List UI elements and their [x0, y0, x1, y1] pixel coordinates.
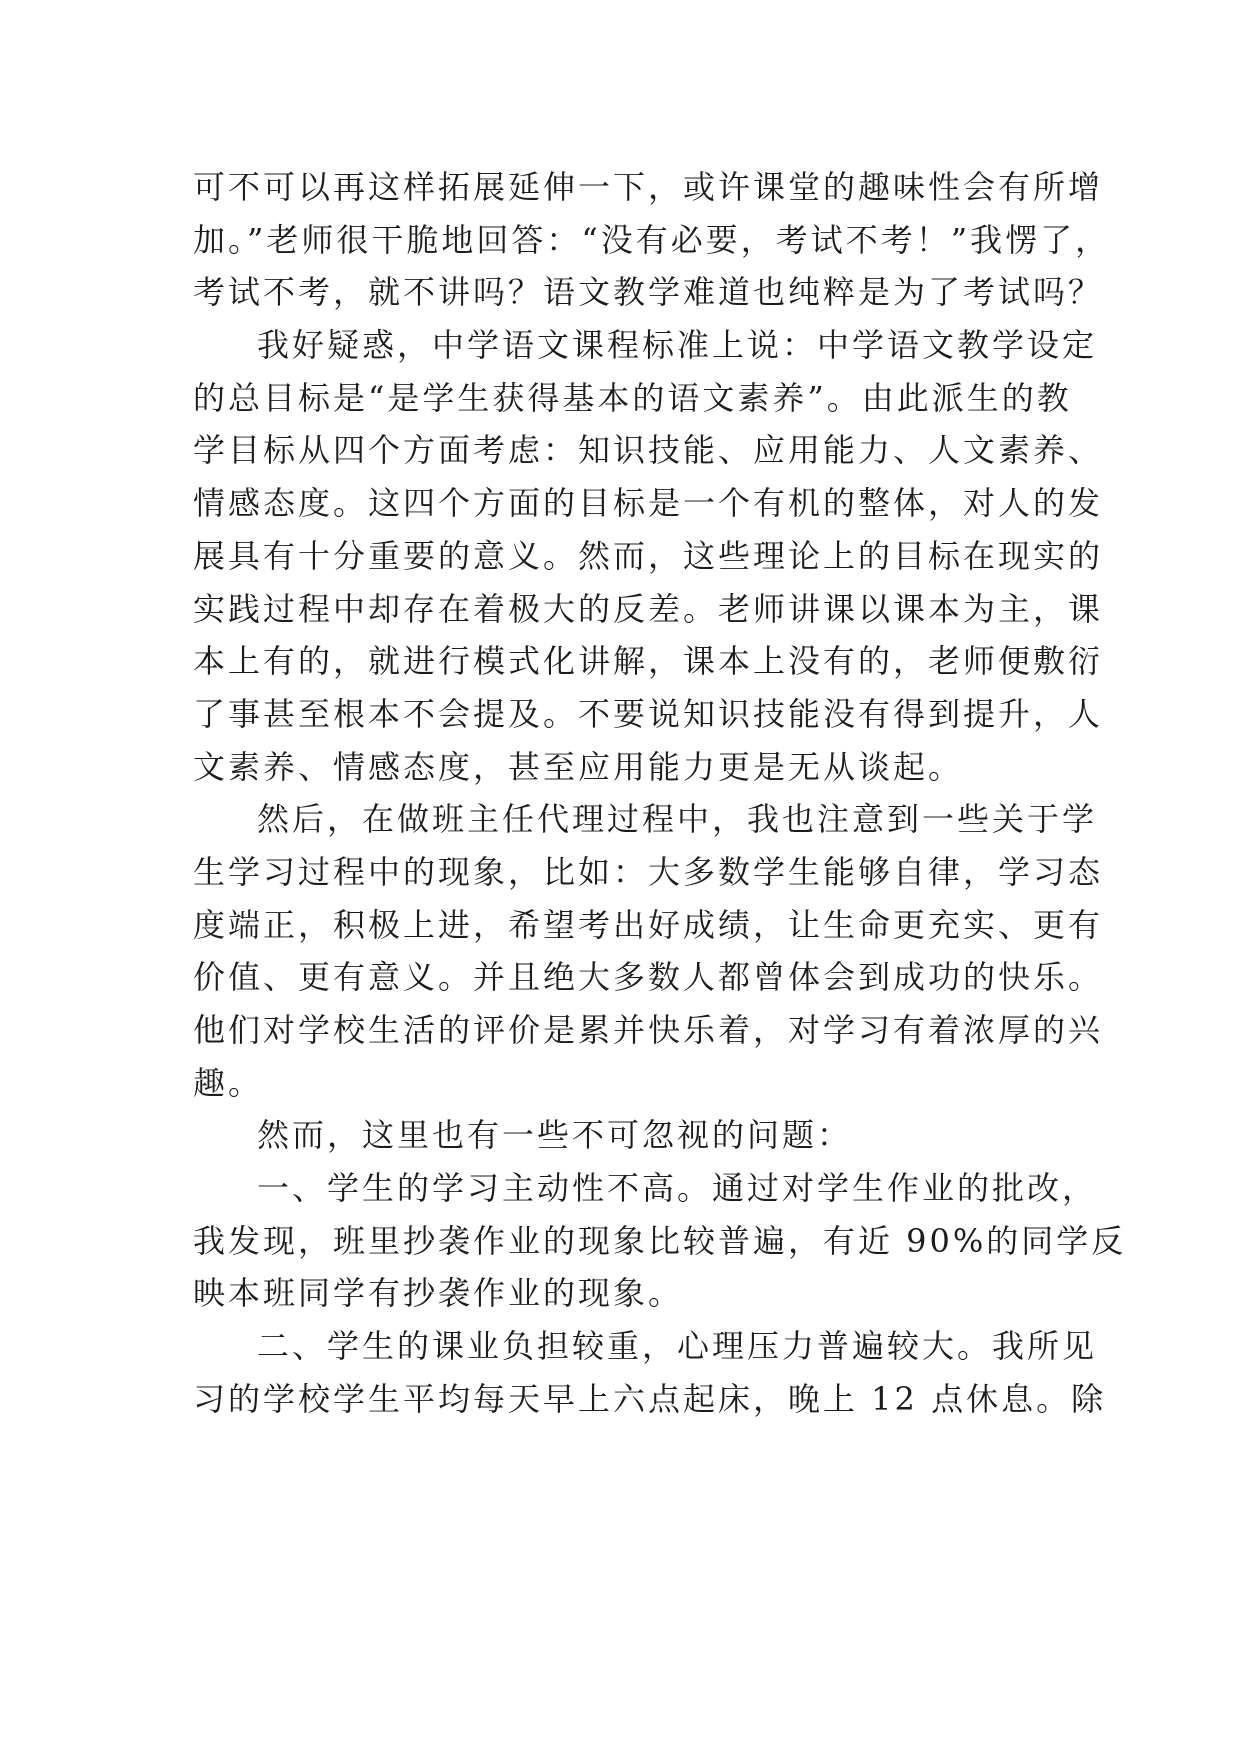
text-line: 趣。 [193, 1063, 264, 1102]
text-line: 加。”老师很干脆地回答：“没有必要，考试不考！”我愣了， [193, 220, 1111, 259]
text-line: 二、学生的课业负担较重，心理压力普遍较大。我所见 [257, 1327, 1098, 1366]
document-body [193, 161, 1127, 1426]
text-line: 可不可以再这样拓展延伸一下，或许课堂的趣味性会有所增 [193, 168, 1104, 206]
text-line: 我发现，班里抄袭作业的现象比较普遍，有近 90%的同学反 [193, 1221, 1127, 1260]
text-line: 他们对学校生活的评价是累并快乐着，对学习有着浓厚的兴 [193, 1011, 1104, 1049]
text-line: 本上有的，就进行模式化讲解，课本上没有的，老师便敷衍 [193, 642, 1104, 681]
text-line: 情感态度。这四个方面的目标是一个有机的整体，对人的发 [193, 484, 1104, 523]
text-line: 我好疑惑，中学语文课程标准上说：中学语文教学设定 [257, 326, 1098, 365]
text-line: 一、学生的学习主动性不高。通过对学生作业的批改， [257, 1169, 1098, 1208]
text-line: 考试不考，就不讲吗？语文教学难道也纯粹是为了考试吗？ [193, 273, 1104, 312]
text-line: 度端正，积极上进，希望考出好成绩，让生命更充实、更有 [193, 905, 1104, 944]
text-line: 价值、更有意义。并且绝大多数人都曾体会到成功的快乐。 [193, 958, 1104, 997]
text-line: 的总目标是“是学生获得基本的语文素养”。由此派生的教 [193, 378, 1072, 417]
text-line: 习的学校学生平均每天早上六点起床，晚上 12 点休息。除 [193, 1379, 1107, 1418]
text-line: 映本班同学有抄袭作业的现象。 [193, 1274, 684, 1313]
text-line: 生学习过程中的现象，比如：大多数学生能够自律，学习态 [193, 852, 1104, 891]
text-line: 实践过程中却存在着极大的反差。老师讲课以课本为主，课 [193, 589, 1104, 628]
text-line: 展具有十分重要的意义。然而，这些理论上的目标在现实的 [193, 536, 1104, 575]
text-line: 了事甚至根本不会提及。不要说知识技能没有得到提升，人 [193, 694, 1104, 733]
text-line: 然后，在做班主任代理过程中，我也注意到一些关于学 [257, 800, 1098, 839]
text-line: 文素养、情感态度，甚至应用能力更是无从谈起。 [193, 747, 964, 786]
text-line: 学目标从四个方面考虑：知识技能、应用能力、人文素养、 [193, 431, 1104, 470]
text-line: 然而，这里也有一些不可忽视的问题： [257, 1116, 853, 1155]
